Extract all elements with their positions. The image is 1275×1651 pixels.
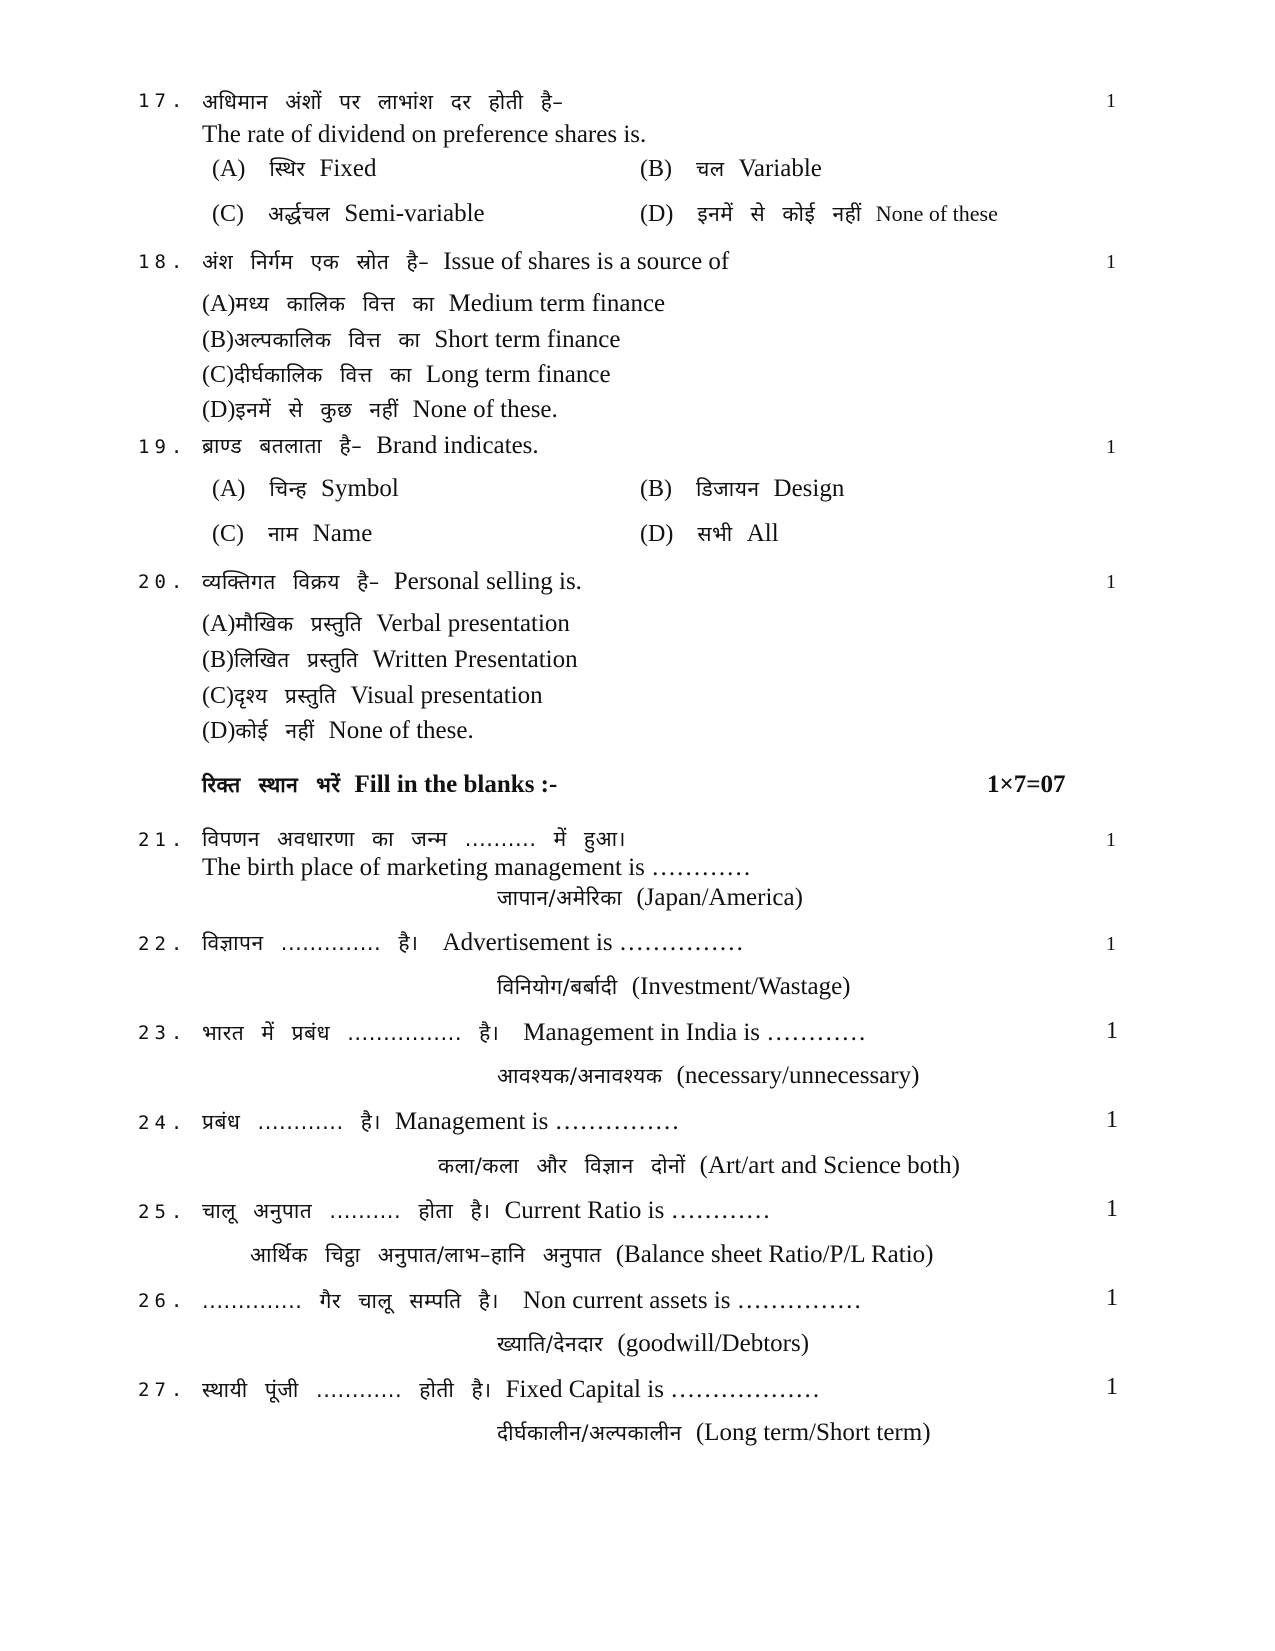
- option-text-english: Written Presentation: [372, 646, 578, 673]
- option-letter: (C): [212, 201, 244, 227]
- question-text: [202, 432, 539, 460]
- question-text-english: The birth place of marketing management is …………: [202, 854, 752, 881]
- answer-hindi: विनियोग/बर्बादी: [497, 975, 618, 999]
- question-text-english: Current Ratio is …………: [504, 1197, 771, 1224]
- option-text-hindi: इनमें से कुछ नहीं: [235, 398, 399, 422]
- question-number: 18.: [138, 251, 188, 273]
- answer-english: (necessary/unnecessary): [676, 1062, 920, 1089]
- question-text-hindi: ब्राण्ड बतलाता है–: [202, 434, 363, 458]
- option-c: [212, 200, 485, 228]
- option-letter: (A): [212, 476, 246, 502]
- answer-choices: [497, 1062, 919, 1090]
- question-text-english: Brand indicates.: [376, 432, 539, 459]
- question-marks: 1: [1106, 251, 1116, 273]
- section-heading: [202, 771, 557, 799]
- answer-english: (Long term/Short term): [695, 1419, 931, 1446]
- option-text-hindi: नाम: [268, 522, 299, 546]
- option-d: [202, 396, 558, 424]
- answer-hindi: आवश्यक/अनावश्यक: [497, 1064, 663, 1088]
- question-marks: 1: [1106, 436, 1116, 458]
- answer-choices: [438, 1152, 960, 1180]
- option-letter: (D): [640, 201, 674, 227]
- question-number: 27.: [138, 1379, 188, 1401]
- option-text-english: Short term finance: [434, 326, 621, 353]
- question-text-english: Issue of shares is a source of: [443, 248, 730, 275]
- question-number: 26.: [138, 1290, 188, 1312]
- question-marks: 1: [1106, 90, 1116, 112]
- answer-choices: [497, 973, 851, 1001]
- answer-hindi: जापान/अमेरिका: [497, 886, 623, 910]
- answer-hindi: ख्याति/देनदार: [497, 1332, 604, 1356]
- option-text-hindi: दीर्घकालिक वित्त का: [234, 363, 412, 387]
- option-letter: (A): [202, 291, 236, 317]
- question-text-english: Fixed Capital is ………………: [505, 1376, 821, 1403]
- option-letter: (D): [202, 397, 236, 423]
- option-text-hindi: अर्द्धचल: [268, 202, 331, 226]
- question-number: 17.: [138, 90, 188, 112]
- answer-hindi: कला/कला और विज्ञान दोनों: [438, 1154, 686, 1178]
- question-number: 21.: [138, 829, 188, 851]
- option-a: [212, 475, 399, 503]
- option-c: [202, 682, 543, 710]
- option-b: [640, 475, 844, 503]
- answer-english: (goodwill/Debtors): [617, 1330, 810, 1357]
- option-letter: (D): [202, 718, 236, 744]
- option-text-english: Medium term finance: [448, 290, 666, 317]
- question-marks: 1: [1106, 1196, 1118, 1222]
- answer-hindi: आर्थिक चिट्ठा अनुपात/लाभ–हानि अनुपात: [250, 1243, 602, 1267]
- question-text: [202, 929, 744, 957]
- option-b: [202, 326, 620, 354]
- question-marks: 1: [1106, 1374, 1118, 1400]
- option-text-english: Long term finance: [425, 361, 611, 388]
- option-c: [212, 520, 372, 548]
- option-text-hindi: चिन्ह: [269, 477, 308, 501]
- question-number: 19.: [138, 436, 188, 458]
- option-text-hindi: स्थिर: [269, 157, 306, 181]
- question-marks: 1: [1106, 1107, 1118, 1133]
- option-text-english: None of these.: [328, 717, 474, 744]
- option-d: [640, 200, 998, 228]
- option-text-english: None of these.: [412, 396, 558, 423]
- option-b: [640, 155, 822, 183]
- option-text-english: Visual presentation: [350, 682, 543, 709]
- option-text-hindi: चल: [696, 157, 725, 181]
- question-marks: 1: [1106, 1018, 1118, 1044]
- section-heading-hindi: रिक्त स्थान भरें: [202, 773, 341, 797]
- option-text-english: Verbal presentation: [376, 610, 570, 637]
- option-text-english: Name: [312, 520, 373, 547]
- answer-english: (Balance sheet Ratio/P/L Ratio): [615, 1241, 934, 1268]
- option-c: [202, 361, 611, 389]
- question-text-hindi: व्यक्तिगत विक्रय है–: [202, 570, 380, 594]
- option-text-english: Symbol: [321, 475, 399, 502]
- question-text-hindi: विपणन अवधारणा का जन्म .......... में हुआ।: [202, 827, 626, 851]
- question-text: [202, 1019, 866, 1047]
- question-text-english: Advertisement is ……………: [442, 929, 744, 956]
- question-text: [202, 248, 729, 276]
- option-text-english: Semi-variable: [344, 200, 485, 227]
- option-text-english: None of these: [875, 201, 998, 226]
- question-text: [202, 568, 582, 596]
- question-number: 22.: [138, 933, 188, 955]
- question-text: [202, 1376, 820, 1404]
- question-text-hindi: अधिमान अंशों पर लाभांश दर होती है–: [202, 90, 564, 114]
- option-text-hindi: लिखित प्रस्तुति: [234, 648, 359, 672]
- answer-english: (Art/art and Science both): [699, 1152, 960, 1179]
- question-number: 20.: [138, 571, 188, 593]
- option-text-hindi: इनमें से कोई नहीं: [697, 202, 862, 226]
- option-d: [202, 717, 474, 745]
- option-text-english: Design: [773, 475, 845, 502]
- question-marks: 1: [1106, 933, 1116, 955]
- question-number: 23.: [138, 1022, 188, 1044]
- question-text-english: Management is ……………: [394, 1108, 680, 1135]
- answer-choices: [497, 884, 803, 912]
- option-text-english: Variable: [738, 155, 822, 182]
- question-number: 24.: [138, 1112, 188, 1134]
- question-text-hindi: विज्ञापन .............. है।: [202, 931, 419, 955]
- option-text-hindi: अल्पकालिक वित्त का: [234, 328, 421, 352]
- option-text-hindi: दृश्य प्रस्तुति: [234, 684, 337, 708]
- option-d: [640, 520, 779, 548]
- question-text-hindi: भारत में प्रबंध ................ है।: [202, 1021, 500, 1045]
- question-text-english: Non current assets is ……………: [522, 1287, 862, 1314]
- option-a: [202, 610, 570, 638]
- question-marks: 1: [1106, 571, 1116, 593]
- question-text-hindi: .............. गैर चालू सम्पति है।: [202, 1289, 499, 1313]
- answer-hindi: दीर्घकालीन/अल्पकालीन: [497, 1421, 682, 1445]
- section-marks: 1×7=07: [987, 771, 1066, 798]
- section-heading-english: Fill in the blanks :-: [354, 771, 558, 798]
- option-letter: (D): [640, 521, 674, 547]
- question-text-english: Management in India is …………: [523, 1019, 867, 1046]
- option-letter: (C): [202, 683, 234, 709]
- option-text-english: All: [746, 520, 779, 547]
- option-a: [202, 290, 665, 318]
- option-b: [202, 646, 578, 674]
- option-text-hindi: सभी: [697, 522, 733, 546]
- option-text-hindi: कोई नहीं: [235, 719, 315, 743]
- question-text-hindi: प्रबंध ............ है।: [202, 1110, 381, 1134]
- question-text: [202, 1108, 680, 1136]
- option-letter: (A): [212, 156, 246, 182]
- answer-choices: [497, 1330, 809, 1358]
- question-marks: 1: [1106, 829, 1116, 851]
- option-letter: (A): [202, 611, 236, 637]
- option-letter: (B): [640, 156, 672, 182]
- question-marks: 1: [1106, 1285, 1118, 1311]
- answer-english: (Investment/Wastage): [631, 973, 851, 1000]
- answer-choices: [497, 1419, 931, 1447]
- question-text-hindi: स्थायी पूंजी ............ होती है।: [202, 1378, 492, 1402]
- option-text-hindi: मौखिक प्रस्तुति: [235, 612, 363, 636]
- option-text-hindi: डिजायन: [696, 477, 760, 501]
- option-letter: (B): [640, 476, 672, 502]
- option-text-hindi: मध्य कालिक वित्त का: [235, 292, 435, 316]
- question-number: 25.: [138, 1201, 188, 1223]
- option-letter: (C): [212, 521, 244, 547]
- option-letter: (B): [202, 327, 234, 353]
- option-letter: (B): [202, 647, 234, 673]
- question-text-hindi: चालू अनुपात .......... होता है।: [202, 1199, 491, 1223]
- answer-choices: [250, 1241, 933, 1269]
- option-a: [212, 155, 376, 183]
- question-text: [202, 1197, 771, 1225]
- option-letter: (C): [202, 362, 234, 388]
- question-text: [202, 1287, 862, 1315]
- question-text-english: The rate of dividend on preference shares is.: [202, 121, 647, 148]
- question-text-english: Personal selling is.: [393, 568, 582, 595]
- option-text-english: Fixed: [319, 155, 377, 182]
- answer-english: (Japan/America): [636, 884, 803, 911]
- question-text-hindi: अंश निर्गम एक स्रोत है–: [202, 250, 430, 274]
